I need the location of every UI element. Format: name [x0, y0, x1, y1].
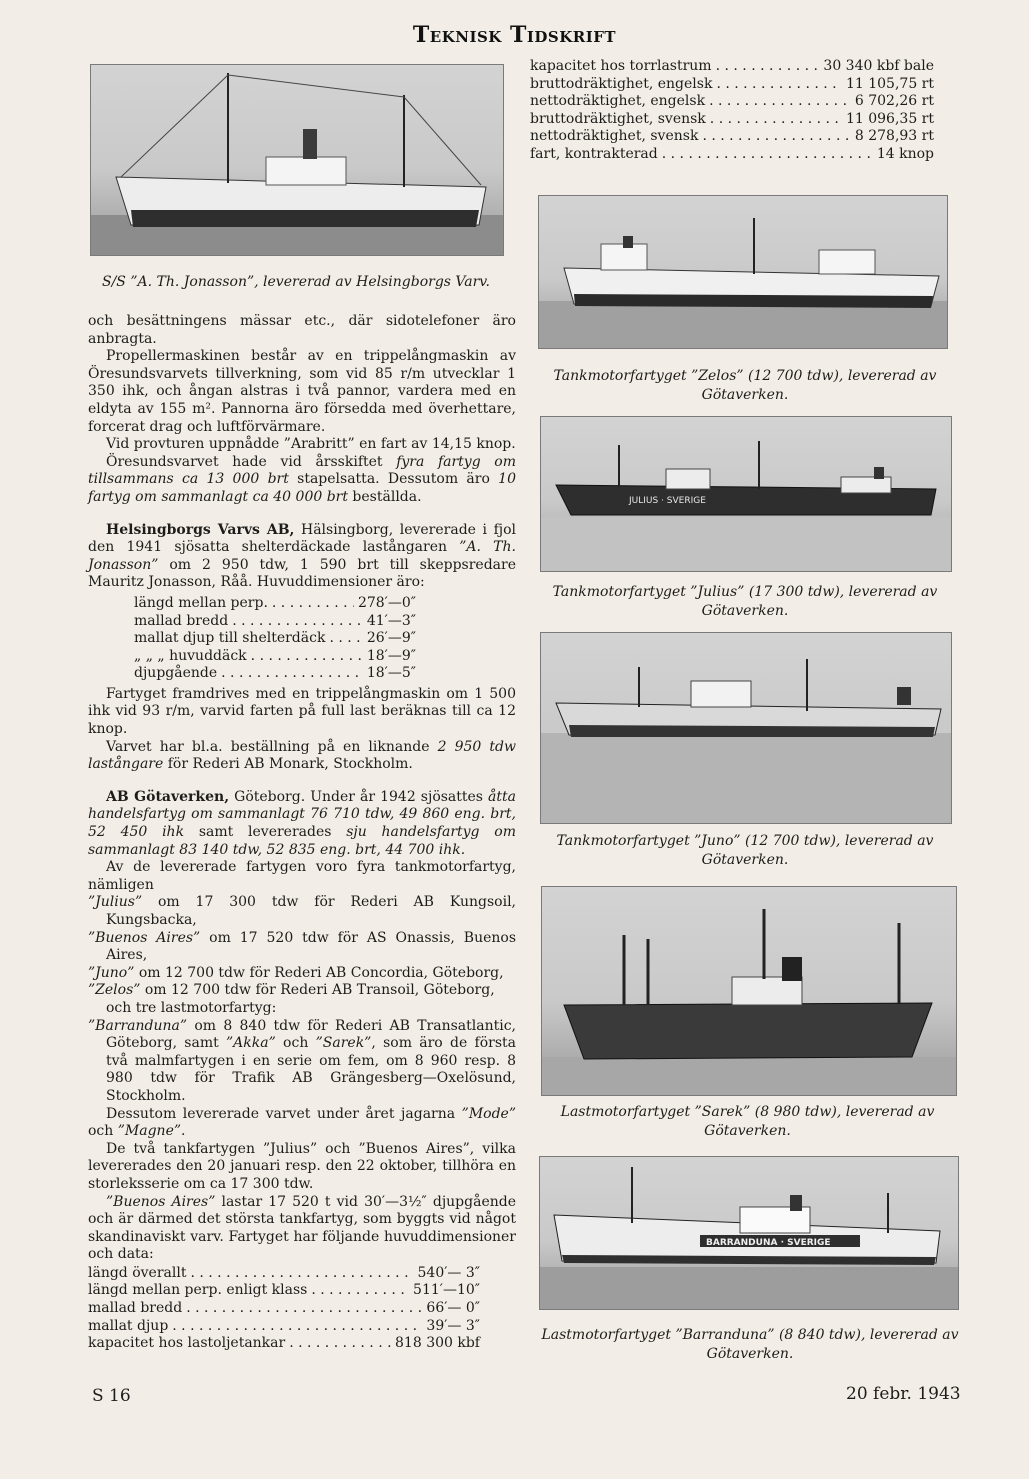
spec-label: bruttodräktighet, svensk — [530, 110, 706, 127]
spec-value: 11 096,35 rt — [845, 110, 934, 127]
photo-barranduna — [539, 1156, 959, 1310]
spec-row: längd mellan perp. enligt klass . . . 511′—10″ — [88, 1282, 480, 1300]
list-item: ”Zelos” om 12 700 tdw för Rederi AB Transoil, Göteborg, — [88, 982, 495, 999]
spec-value: 11 105,75 rt — [845, 75, 934, 92]
caption-julius: Tankmotorfartyget ”Julius” (17 300 tdw), levererad av Götaverken. — [552, 584, 938, 619]
paragraph: och tre lastmotorfartyg: — [106, 999, 277, 1016]
spec-row — [530, 58, 934, 76]
spec-row: mallat djup till shelterdäck . . . 26′—9″ — [134, 630, 416, 648]
list-item: ”Juno” om 12 700 tdw för Rederi AB Concordia, Göteborg, — [88, 964, 504, 981]
paragraph: Av de levererade fartygen voro fyra tankmotorfartyg, nämligen — [88, 859, 516, 893]
spec-label: nettodräktighet, svensk — [530, 128, 699, 145]
paragraph: De två tankfartygen ”Julius” och ”Buenos Aires”, vilka levererades den 20 januari resp. den 22 oktober, tillhöra en storleksserie om ca 17 300 tdw. — [88, 1140, 516, 1192]
spec-row: mallad bredd . . . 41′—3″ — [134, 613, 416, 631]
caption-juno: Tankmotorfartyget ”Juno” (12 700 tdw), levererad av Götaverken. — [556, 833, 934, 868]
spec-label: kapacitet hos torrlastrum — [530, 58, 712, 74]
spec-row — [530, 76, 934, 94]
caption-sarek: Lastmotorfartyget ”Sarek” (8 980 tdw), levererad av Götaverken. — [560, 1104, 935, 1139]
company-name: Helsingborgs Varvs AB, — [106, 521, 295, 538]
spec-row: längd överallt . . . 540′— 3″ — [88, 1265, 480, 1283]
photo-juno — [540, 632, 952, 824]
caption-barranduna: Lastmotorfartyget ”Barranduna” (8 840 tdw), levererad av Götaverken. — [541, 1327, 959, 1362]
photo-jonasson — [90, 64, 504, 256]
helsingborg-spec-list — [134, 595, 416, 683]
photo-julius — [540, 416, 952, 572]
paragraph: Varvet har bl.a. beställning på en liknande 2 950 tdw lastångare för Rederi AB Monark, Stockholm. — [88, 738, 516, 773]
spec-row — [530, 111, 934, 129]
paragraph-gotaverken: AB Götaverken, Göteborg. Under år 1942 sjösattes åtta handelsfartyg om sammanlagt 76 710 tdw, 49 860 eng. brt, 52 450 ihk samt levererades sju handelsfartyg om sammanlagt 83 140 tdw, 52 835 eng. brt, 44 700 ihk. — [88, 788, 516, 858]
list-item: ”Barranduna” om 8 840 tdw för Rederi AB Transatlantic, Göteborg, samt ”Akka” och ”Sarek”, som äro de första två malmfartygen i en serie om fem, om 8 960 resp. 8 980 tdw för Trafik AB Grängesberg—Oxelösund, Stockholm. — [88, 1017, 516, 1104]
paragraph-helsingborg: Helsingborgs Varvs AB, Hälsingborg, levererade i fjol den 1941 sjösatta shelterdäckade lastångaren ”A. Th. Jonasson” om 2 950 tdw, 1 590 brt till skeppsredare Mauritz Jonasson, Råå. Huvuddimensioner äro: — [88, 521, 516, 591]
spec-value: 6 702,26 rt — [854, 93, 934, 110]
paragraph: Öresundsvarvet hade vid årsskiftet fyra fartyg om tillsammans ca 13 000 brt stapelsatta. Dessutom äro 10 fartyg om sammanlagt ca 40 000 brt beställda. — [88, 453, 517, 505]
top-spec-list — [530, 58, 934, 164]
buenos-aires-spec-list — [88, 1265, 480, 1353]
paragraph: och besättningens mässar etc., där sidotelefoner äro anbragta. — [88, 313, 516, 347]
paragraph: Fartyget framdrives med en trippelångmaskin om 1 500 ihk vid 93 r/m, varvid farten på full last beräknas till ca 12 knop. — [88, 685, 516, 738]
issue-date: 20 febr. 1943 — [846, 1384, 961, 1404]
paragraph: Propellermaskinen består av en trippelångmaskin av Öresundsvarvets tillverkning, som vid 85 r/m utvecklar 1 350 ihk, och ångan alstras i två pannor, vardera med en eldyta av 155 m². Pannorna äro försedda med överhettare, forcerat drag och luftförvärmare. — [88, 348, 516, 435]
spec-row — [530, 128, 934, 146]
spec-row: längd mellan perp. . . . 278′—0″ — [134, 595, 416, 613]
spec-label: bruttodräktighet, engelsk — [530, 75, 713, 92]
ship-marking-julius: JULIUS · SVERIGE — [629, 496, 706, 506]
paragraph: ”Buenos Aires” lastar 17 520 t vid 30′—3½″ djupgående och är därmed det största tankfartyg, som byggts vid något skandinaviskt varv. Fartyget har följande huvuddimensioner och data: — [88, 1193, 516, 1263]
spec-row: djupgående . . . 18′—5″ — [134, 665, 416, 683]
company-name: AB Götaverken, — [106, 788, 230, 805]
spec-row: kapacitet hos lastoljetankar . . . 818 300 kbf — [88, 1335, 480, 1353]
caption-jonasson: S/S ”A. Th. Jonasson”, levererad av Helsingborgs Varv. — [102, 274, 490, 290]
list-item: ”Buenos Aires” om 17 520 tdw för AS Onassis, Buenos Aires, — [88, 929, 516, 964]
spec-row: „ „ „ huvuddäck . . . 18′—9″ — [134, 648, 416, 666]
ship-marking-barranduna: BARRANDUNA · SVERIGE — [706, 1238, 831, 1248]
spec-label: nettodräktighet, engelsk — [530, 93, 706, 110]
page-number: S 16 — [92, 1386, 131, 1406]
spec-value: 8 278,93 rt — [854, 128, 934, 145]
left-column — [88, 313, 516, 1353]
masthead-title: Teknisk Tidskrift — [412, 22, 617, 48]
spec-value: 30 340 kbf bale — [823, 58, 934, 74]
photo-zelos — [538, 195, 948, 349]
spec-row — [530, 93, 934, 111]
list-item: ”Julius” om 17 300 tdw för Rederi AB Kungsoil, Kungsbacka, — [88, 894, 516, 928]
spec-row: mallad bredd . . . 66′— 0″ — [88, 1300, 480, 1318]
spec-row — [530, 146, 934, 164]
spec-label: fart, kontrakterad — [530, 145, 658, 162]
spec-row: mallat djup . . . 39′— 3″ — [88, 1318, 480, 1336]
spec-value: 14 knop — [876, 145, 934, 162]
caption-zelos: Tankmotorfartyget ”Zelos” (12 700 tdw), levererad av Götaverken. — [553, 368, 937, 403]
paragraph: Vid provturen uppnådde ”Arabritt” en fart av 14,15 knop. — [106, 436, 516, 453]
paragraph: Dessutom levererade varvet under året jagarna ”Mode” och ”Magne”. — [88, 1105, 516, 1140]
photo-sarek — [541, 886, 957, 1096]
